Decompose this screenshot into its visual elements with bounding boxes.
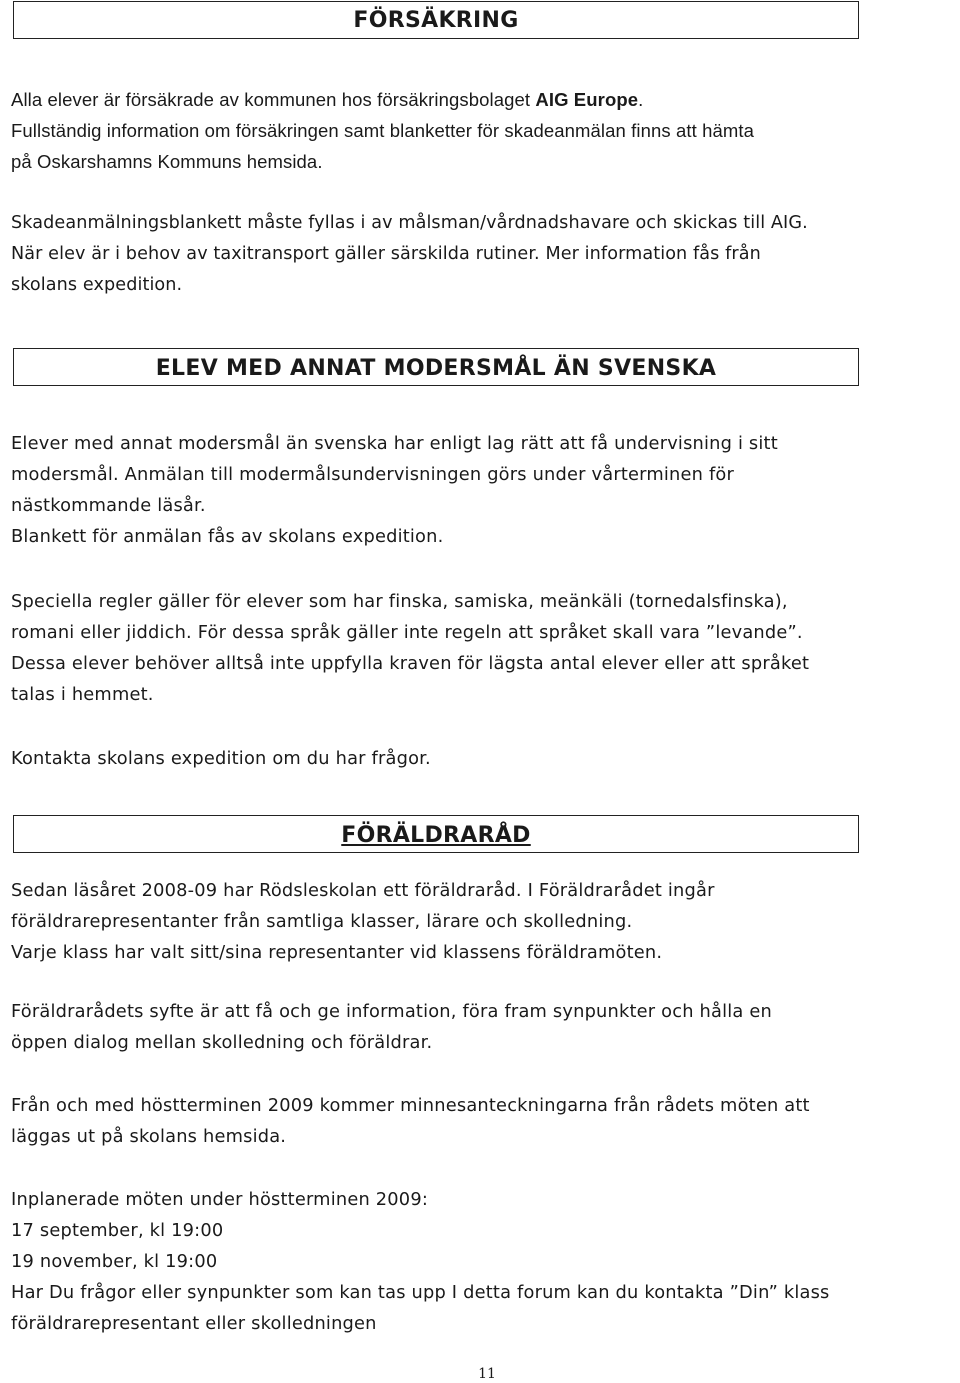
text-line: Föräldrarådets syfte är att få och ge information, föra fram synpunkter och hålla en [11, 1001, 772, 1022]
text-line: modersmål. Anmälan till modermålsundervisningen görs under vårterminen för [11, 464, 734, 485]
text-line: Kontakta skolans expedition om du har frågor. [11, 748, 431, 769]
text-line: Speciella regler gäller för elever som har finska, samiska, meänkäli (tornedalsfinska), [11, 591, 788, 612]
mother-tongue-paragraph-2 [11, 586, 956, 710]
mother-tongue-heading: ELEV MED ANNAT MODERSMÅL ÄN SVENSKA [13, 348, 859, 386]
text-line: öppen dialog mellan skolledning och föräldrar. [11, 1032, 433, 1053]
text-line: Sedan läsåret 2008-09 har Rödsleskolan ett föräldraråd. I Föräldrarådet ingår [11, 880, 715, 901]
text-line: skolans expedition. [11, 275, 183, 295]
text-line [11, 84, 956, 115]
text-line: läggas ut på skolans hemsida. [11, 1126, 287, 1147]
parent-council-paragraph-1 [11, 875, 956, 968]
text-line: Blankett för anmälan fås av skolans expedition. [11, 526, 444, 547]
text-line: Skadeanmälningsblankett måste fyllas i av målsman/vårdnadshavare och skickas till AIG. [11, 213, 808, 233]
text-line: på Oskarshamns Kommuns hemsida. [11, 151, 323, 172]
text-line: Varje klass har valt sitt/sina representanter vid klassens föräldramöten. [11, 942, 663, 963]
text-line: nästkommande läsår. [11, 495, 206, 516]
parent-council-paragraph-2 [11, 996, 956, 1058]
parent-council-paragraph-4 [11, 1184, 956, 1339]
text-line: talas i hemmet. [11, 684, 154, 705]
page-number: 11 [478, 1366, 496, 1382]
text-line: Elever med annat modersmål än svenska har enligt lag rätt att få undervisning i sitt [11, 433, 778, 454]
text-line: Fullständig information om försäkringen samt blanketter för skadeanmälan finns att hämta [11, 120, 754, 141]
text-line: När elev är i behov av taxitransport gäller särskilda rutiner. Mer information fås från [11, 244, 761, 264]
text-line: Inplanerade möten under höstterminen 2009: [11, 1189, 429, 1210]
mother-tongue-paragraph-3 [11, 743, 956, 774]
insurance-heading: FÖRSÄKRING [13, 1, 859, 39]
insurance-paragraph-1 [11, 84, 956, 177]
text-line: föräldrarepresentant eller skolledningen [11, 1313, 377, 1334]
parent-council-paragraph-3 [11, 1090, 956, 1152]
text-line: Från och med höstterminen 2009 kommer minnesanteckningarna från rådets möten att [11, 1095, 810, 1116]
text-line: romani eller jiddich. För dessa språk gäller inte regeln att språket skall vara ”levande”. [11, 622, 803, 643]
insurance-paragraph-2 [11, 208, 956, 301]
text-line: Har Du frågor eller synpunkter som kan tas upp I detta forum kan du kontakta ”Din” klass [11, 1282, 830, 1303]
text-run: Alla elever är försäkrade av kommunen hos försäkringsbolaget [11, 89, 536, 110]
meeting-date-1: 17 september, kl 19:00 [11, 1220, 224, 1241]
parent-council-heading: FÖRÄLDRARÅD [13, 815, 859, 853]
text-line: Dessa elever behöver alltså inte uppfylla kraven för lägsta antal elever eller att språket [11, 653, 810, 674]
mother-tongue-paragraph-1 [11, 428, 956, 552]
text-run: . [638, 89, 644, 110]
insurer-name: AIG Europe [535, 89, 639, 110]
meeting-date-2: 19 november, kl 19:00 [11, 1251, 218, 1272]
text-line: föräldrarepresentanter från samtliga klasser, lärare och skolledning. [11, 911, 633, 932]
